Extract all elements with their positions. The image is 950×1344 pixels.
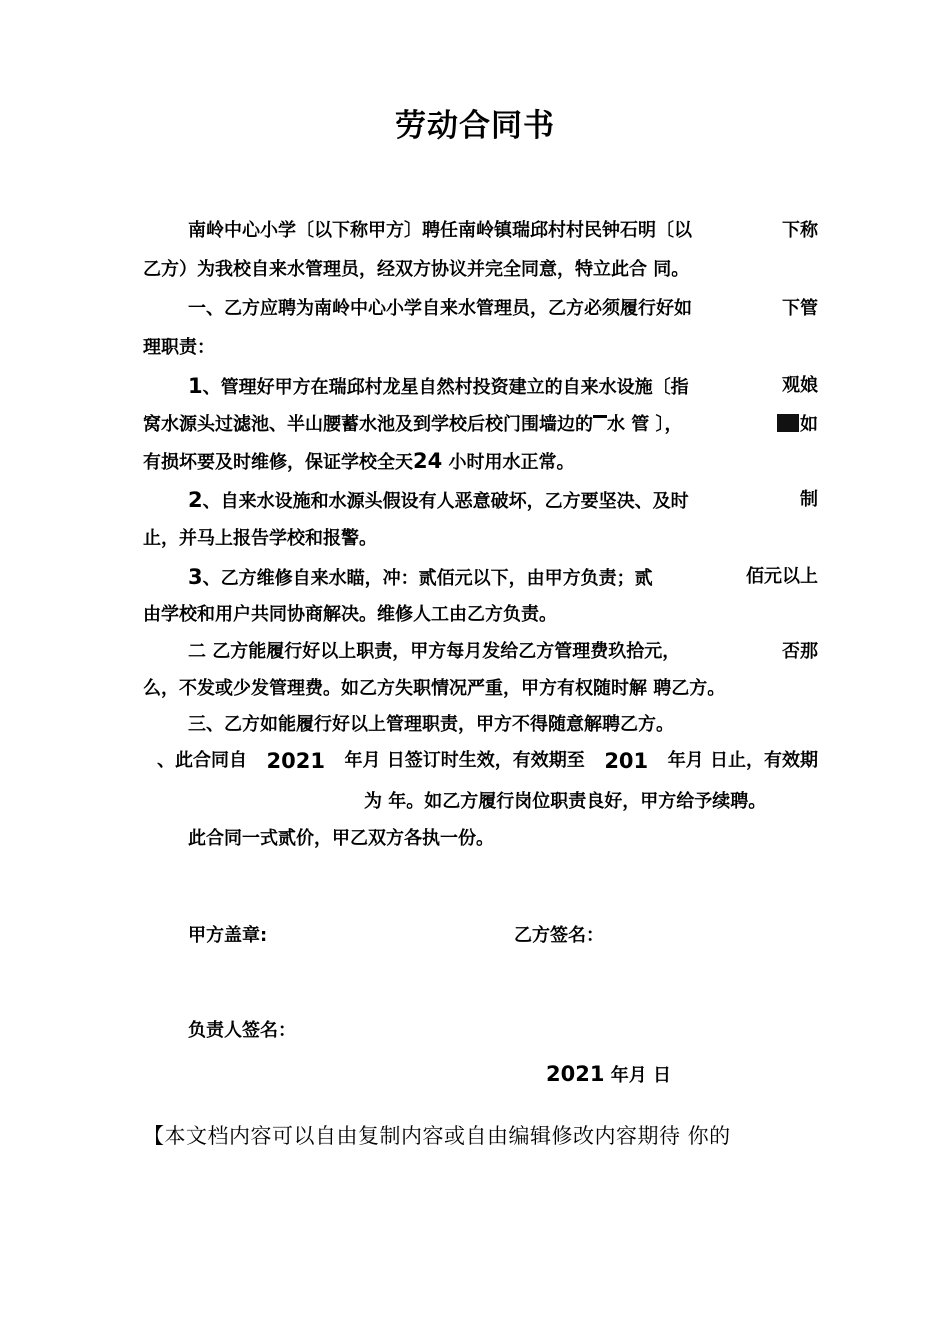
paragraph-8-text-b: 年月 日签订时生效，有效期至 (344, 750, 585, 771)
paragraph-7-line-1: 三、乙方如能履行好以上管理职责，甲方不得随意解聘乙方。 (188, 714, 674, 735)
footer-note: 【本文档内容可以自由复制内容或自由编辑修改内容期待 你的 (143, 1124, 731, 1148)
paragraph-1-line-1 (143, 218, 818, 244)
paragraph-3-text-f: 有损坏要及时维修，保证学校全天 (143, 452, 413, 473)
paragraph-3-text-a (188, 373, 689, 401)
paragraph-3-line-2-text (143, 412, 683, 438)
paragraph-2-line-2: 理职责： (143, 337, 215, 358)
contract-start-year: 2021 (266, 749, 325, 773)
paragraph-4-line-1 (143, 487, 818, 515)
signing-date-year: 2021 (546, 1062, 605, 1086)
signing-date (546, 1061, 671, 1087)
hours-number: 24 (413, 449, 443, 473)
redaction-block (777, 414, 799, 432)
party-a-seal-label: 甲方盖章: (188, 925, 268, 946)
paragraph-3-text-g: 小时用水正常。 (448, 452, 575, 473)
paragraph-5-text-b: 佰元以上 (746, 566, 818, 587)
paragraph-8-text-c: 年月 日止，有效期 (667, 750, 818, 771)
paragraph-6-text-a: 二 乙方能履行好以上职责，甲方每月发给乙方管理费玖拾元， (188, 641, 681, 662)
paragraph-5-line-2: 由学校和用户共同协商解决。维修人工由乙方负责。 (143, 604, 557, 625)
paragraph-9-line-1: 此合同一式贰价，甲乙双方各执一份。 (188, 828, 494, 849)
paragraph-3-text-e: 如 (800, 414, 818, 435)
paragraph-3-line-2 (143, 412, 818, 438)
paragraph-3-line-2-end (776, 412, 818, 438)
paragraph-3-line-1 (143, 373, 818, 401)
paragraph-3-text-c: 窝水源头过滤池、半山腰蓄水池及到学校后校门围墙边的 (143, 414, 593, 435)
paragraph-5-text-a (188, 564, 653, 592)
paragraph-2-line-1 (143, 296, 818, 322)
paragraph-8-line-2: 为 年。如乙方履行岗位职责良好，甲方给予续聘。 (364, 791, 767, 812)
paragraph-1-text-a: 南岭中心小学〔以下称甲方〕聘任南岭镇瑞邱村村民钟石明〔以 (188, 220, 692, 241)
item-number-3: 3 (188, 565, 203, 589)
paragraph-8-line-1 (157, 748, 818, 774)
paragraph-1-line-2: 乙方）为我校自来水管理员，经双方协议并完全同意，特立此合 同。 (143, 259, 690, 280)
paragraph-6-line-2: 么，不发或少发管理费。如乙方失职情况严重，甲方有权随时解 聘乙方。 (143, 678, 726, 699)
paragraph-3-text-b: 观娘 (782, 375, 818, 396)
item-number-2: 2 (188, 488, 203, 512)
party-b-sign-label: 乙方签名： (514, 925, 604, 946)
paragraph-8-text-a: 、此合同自 (157, 750, 247, 771)
paragraph-4-line-2: 止，并马上报告学校和报警。 (143, 528, 377, 549)
paragraph-4-text-b: 制 (800, 489, 818, 510)
signing-date-rest: 年月 日 (610, 1065, 672, 1086)
item-number-1: 1 (188, 374, 203, 398)
contract-end-year: 201 (604, 749, 649, 773)
paragraph-3-line-3 (143, 448, 818, 476)
paragraph-5-text-a-body: 、乙方维修自来水瞄，冲：贰佰元以下，由甲方负责；贰 (202, 568, 653, 589)
paragraph-4-text-a (188, 487, 689, 515)
dash-mark (593, 415, 607, 418)
paragraph-2-text-a: 一、乙方应聘为南岭中心小学自来水管理员，乙方必须履行好如 (188, 298, 692, 319)
paragraph-4-text-a-body: 、自来水设施和水源头假设有人恶意破坏，乙方要坚决、及时 (202, 491, 689, 512)
paragraph-1-text-b: 下称 (782, 220, 818, 241)
responsible-sign-label: 负责人签名： (188, 1020, 296, 1041)
paragraph-3-text-a-body: 、管理好甲方在瑞邱村龙星自然村投资建立的自来水设施〔指 (202, 377, 689, 398)
paragraph-3-text-d: 水 管 〕， (607, 414, 683, 435)
document-title: 劳动合同书 (395, 108, 555, 144)
paragraph-6-line-1 (143, 639, 818, 665)
paragraph-2-text-b: 下管 (782, 298, 818, 319)
paragraph-5-line-1 (143, 564, 818, 592)
paragraph-6-text-b: 否那 (782, 641, 818, 662)
